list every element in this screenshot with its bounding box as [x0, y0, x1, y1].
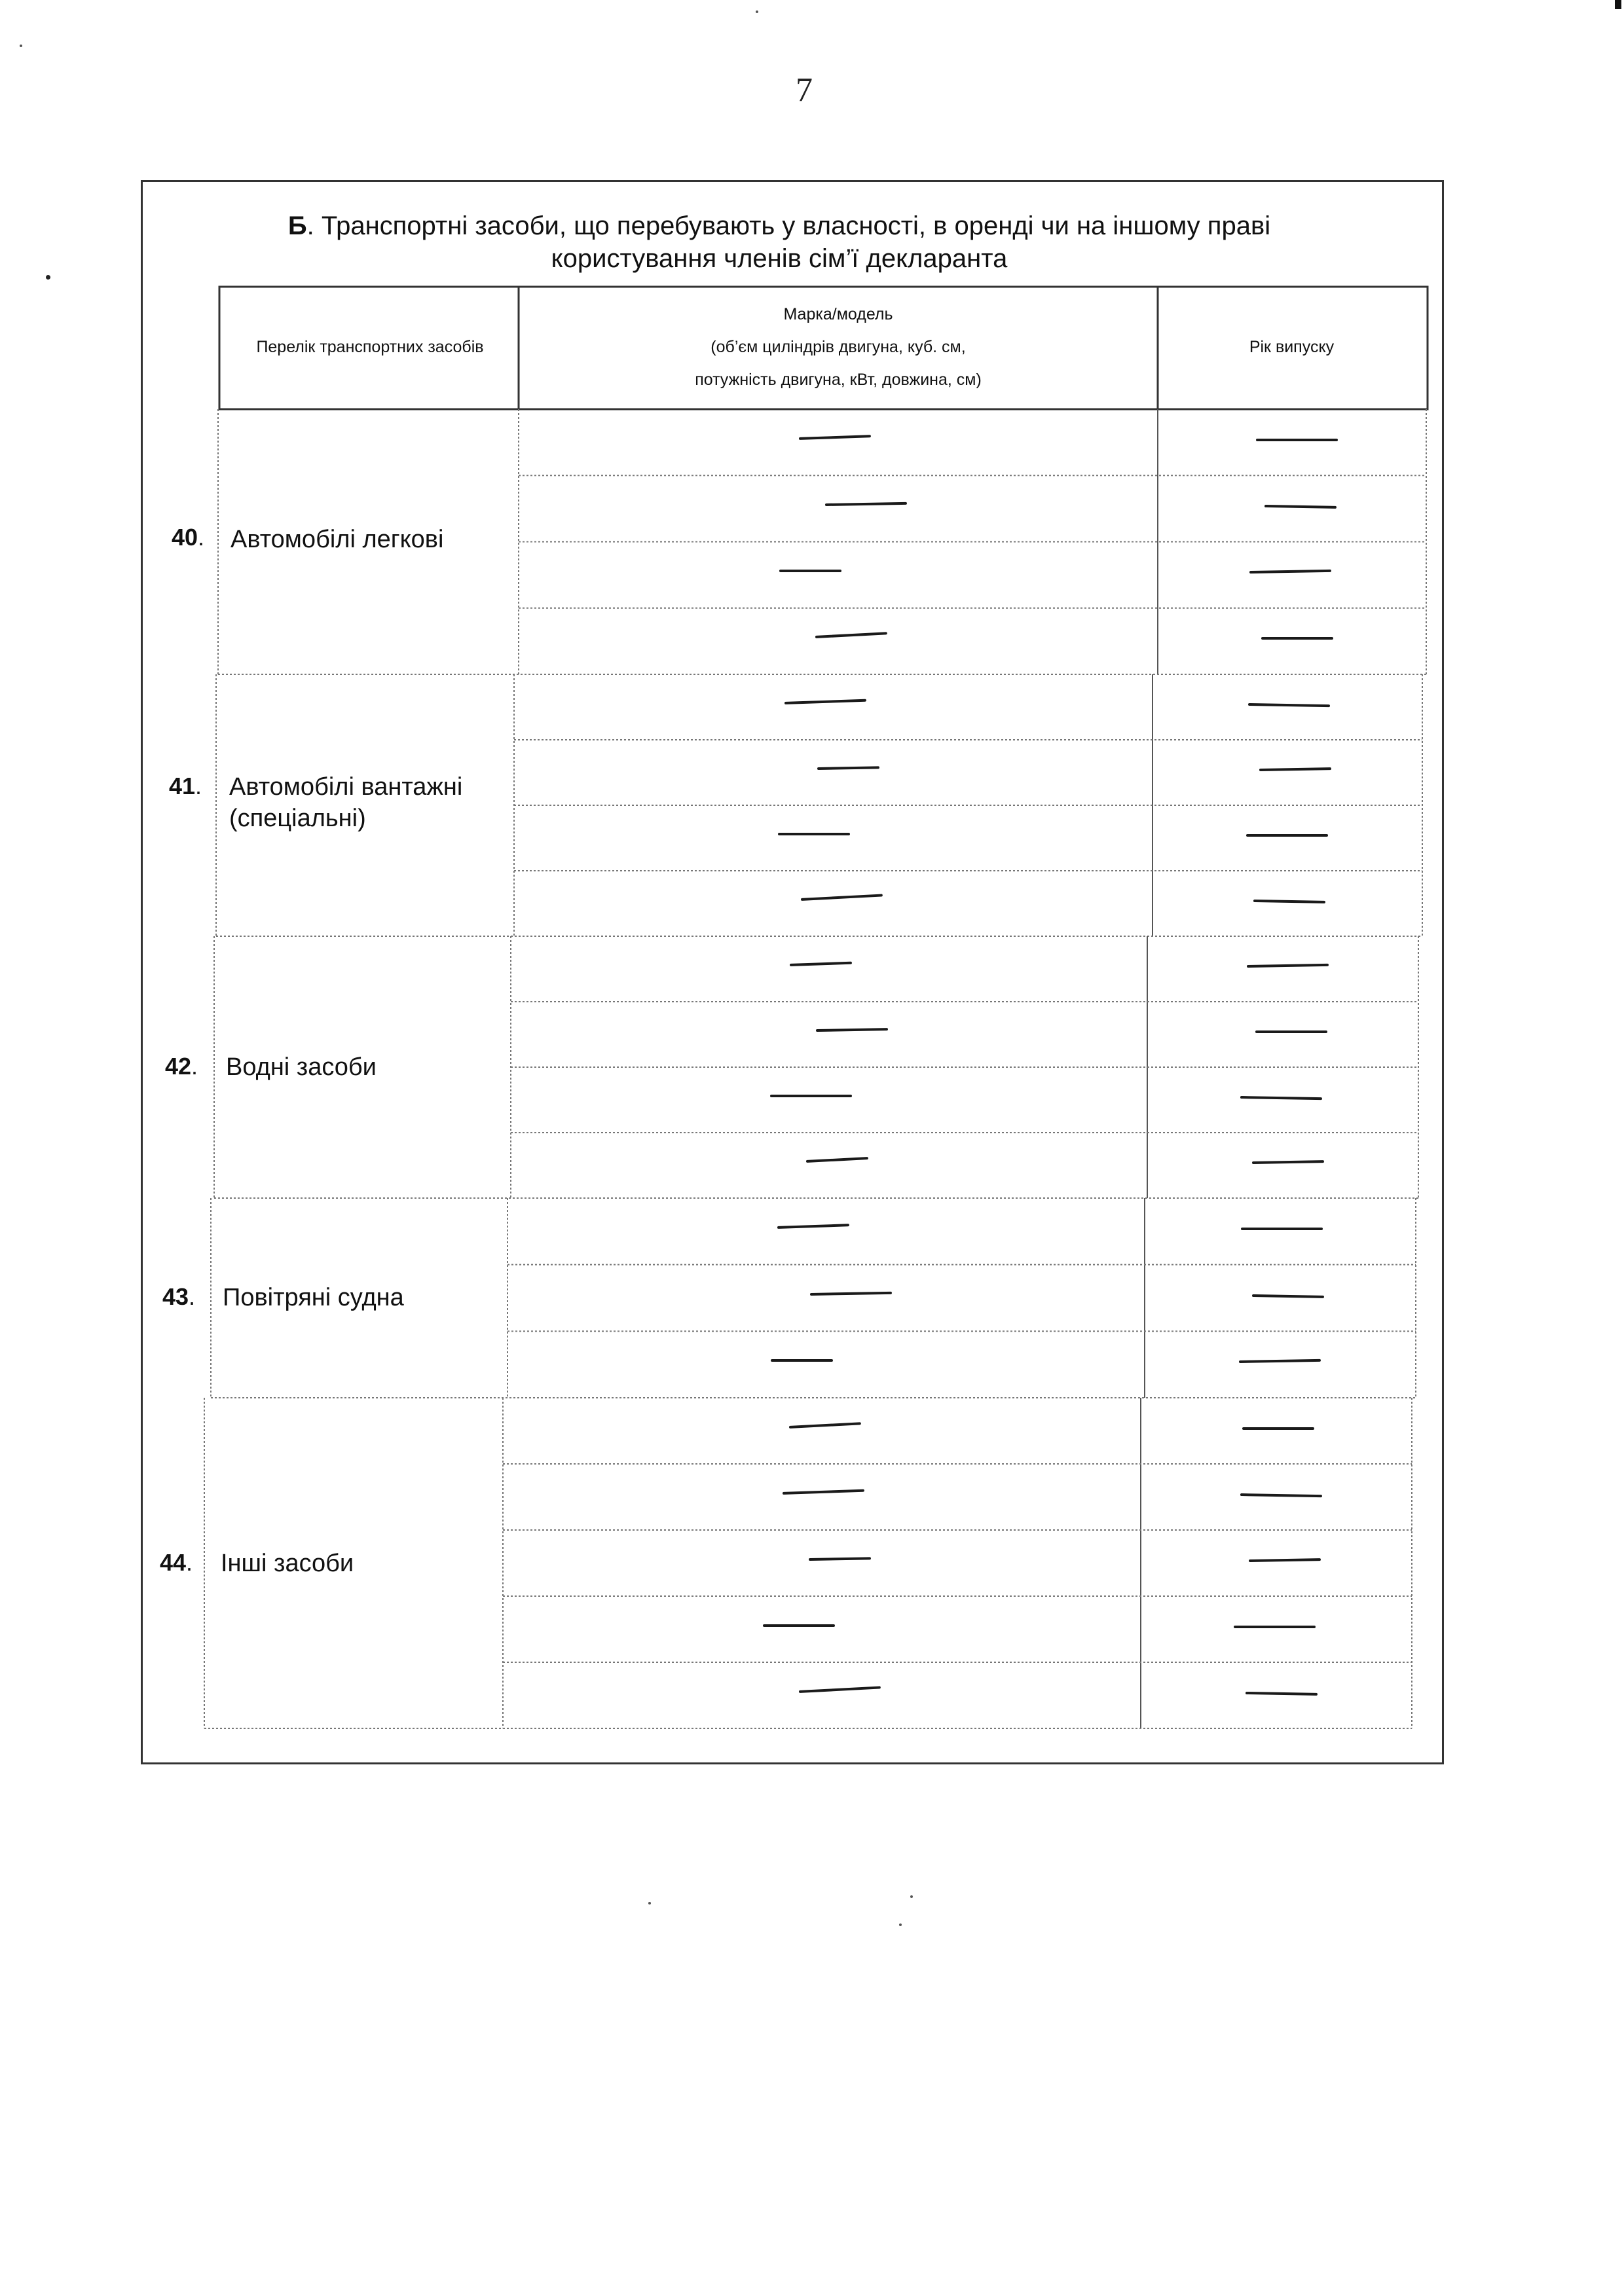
- header-col-list: [223, 331, 517, 363]
- scan-speck: [899, 1923, 902, 1926]
- header-col-model-line2: (об’єм циліндрів двигуна, куб. см,: [710, 338, 966, 356]
- scan-speck: [20, 45, 22, 47]
- category-label-line1: Інші засоби: [221, 1550, 354, 1577]
- category-label-line1: Водні засоби: [226, 1053, 377, 1081]
- section-letter: Б: [287, 211, 307, 240]
- category-number-text: 43: [162, 1283, 189, 1310]
- header-col-model: [521, 298, 1156, 396]
- scan-speck: [1615, 0, 1621, 9]
- category-number-sep: .: [198, 524, 205, 551]
- category-label-44: [221, 1548, 354, 1579]
- category-number-sep: .: [191, 1053, 198, 1080]
- category-number-43: [162, 1283, 195, 1311]
- section-title-line2: користування членів сім’ї декларанта: [551, 244, 1008, 273]
- year-blank-dash: [1241, 1228, 1323, 1230]
- header-col-list-label: Перелік транспортних засобів: [256, 338, 484, 356]
- category-number-sep: .: [186, 1549, 193, 1576]
- table-body-lines: [204, 409, 1426, 1728]
- year-blank-dash: [1255, 1030, 1327, 1033]
- category-number-text: 44: [160, 1549, 187, 1576]
- category-number-40: [172, 524, 204, 551]
- model-blank-dash: [779, 570, 841, 572]
- category-label-line1: Автомобілі легкові: [231, 526, 444, 553]
- category-label-42: [226, 1051, 377, 1083]
- category-number-sep: .: [189, 1283, 196, 1310]
- header-col-year-label: Рік випуску: [1249, 338, 1335, 356]
- category-label-line1: Автомобілі вантажні: [229, 773, 463, 801]
- category-number-44: [160, 1549, 193, 1576]
- category-number-sep: .: [195, 773, 202, 799]
- category-label-41: [229, 771, 462, 834]
- header-col-model-line3: потужність двигуна, кВт, довжина, см): [695, 371, 982, 389]
- header-col-model-line1: Марка/модель: [783, 305, 893, 323]
- category-label-line1: Повітряні судна: [223, 1284, 404, 1311]
- category-number-text: 42: [165, 1053, 192, 1080]
- year-blank-dash: [1256, 439, 1338, 441]
- scan-speck: [756, 10, 758, 13]
- year-blank-dash: [1234, 1626, 1316, 1628]
- model-blank-dash: [770, 1095, 852, 1097]
- category-label-43: [223, 1282, 404, 1313]
- category-number-41: [169, 773, 202, 800]
- year-blank-dash: [1242, 1427, 1314, 1430]
- model-blank-dash: [771, 1359, 833, 1362]
- scan-speck: [46, 275, 50, 280]
- category-number-text: 41: [169, 773, 196, 799]
- category-label-line2: (спеціальні): [229, 805, 366, 832]
- scan-speck: [910, 1895, 913, 1898]
- category-number-text: 40: [172, 524, 198, 551]
- scan-speck: [648, 1902, 651, 1904]
- page-number: 7: [796, 71, 813, 109]
- model-blank-dash: [778, 833, 850, 835]
- section-title-line1: . Транспортні засоби, що перебувають у власності, в оренді чи на іншому праві: [306, 211, 1271, 240]
- category-label-40: [231, 524, 443, 555]
- model-blank-dash: [763, 1624, 835, 1627]
- year-blank-dash: [1261, 637, 1333, 640]
- category-number-42: [165, 1053, 198, 1080]
- header-col-year: [1159, 331, 1424, 363]
- year-blank-dash: [1246, 834, 1328, 837]
